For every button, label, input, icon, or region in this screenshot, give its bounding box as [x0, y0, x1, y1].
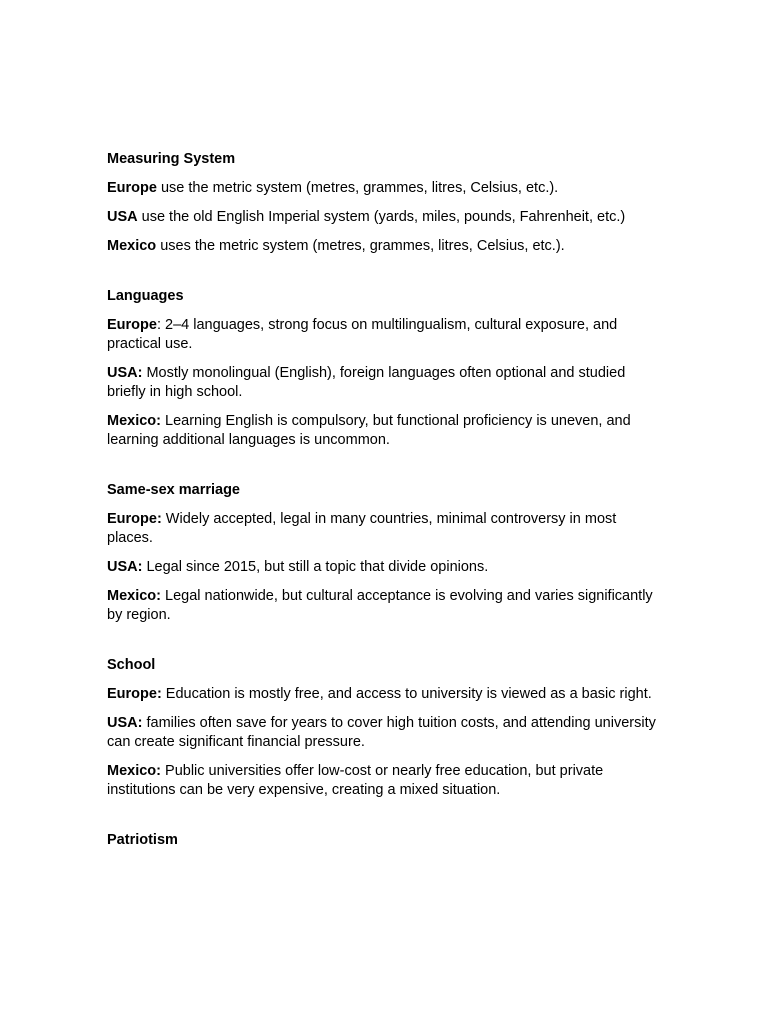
paragraph-mexico: [107, 412, 662, 450]
paragraph-lead: Mexico:: [107, 763, 161, 779]
paragraph-europe: [107, 316, 662, 354]
section-languages: [107, 287, 662, 450]
section-heading: Languages: [107, 288, 184, 304]
paragraph-mexico: [107, 237, 662, 256]
paragraph-lead: Europe:: [107, 686, 162, 702]
paragraph-lead: Europe: [107, 180, 157, 196]
section-heading: School: [107, 657, 156, 673]
paragraph-lead: USA:: [107, 559, 143, 575]
paragraph-usa: [107, 364, 662, 402]
paragraph-usa: [107, 714, 662, 752]
paragraph-text: families often save for years to cover high tuition costs, and attending university can create significant financial pressure.: [107, 715, 656, 750]
paragraph-europe: [107, 179, 662, 198]
paragraph-mexico: [107, 587, 662, 625]
paragraph-lead: USA:: [107, 365, 143, 381]
paragraph-lead: USA: [107, 209, 138, 225]
section-patriotism: [107, 831, 662, 850]
paragraph-text: Legal since 2015, but still a topic that divide opinions.: [142, 559, 489, 575]
paragraph-europe: [107, 510, 662, 548]
paragraph-usa: [107, 208, 662, 227]
paragraph-text: use the metric system (metres, grammes, litres, Celsius, etc.).: [156, 180, 559, 196]
paragraph-text: Education is mostly free, and access to university is viewed as a basic right.: [161, 686, 652, 702]
paragraph-usa: [107, 558, 662, 577]
section-measuring-system: [107, 150, 662, 256]
paragraph-mexico: [107, 762, 662, 800]
section-same-sex-marriage: [107, 481, 662, 625]
paragraph-text: Mostly monolingual (English), foreign languages often optional and studied briefly in high school.: [107, 365, 626, 400]
section-heading: Same-sex marriage: [107, 482, 240, 498]
paragraph-text: Legal nationwide, but cultural acceptance is evolving and varies significantly by region.: [107, 588, 653, 623]
section-heading: Patriotism: [107, 832, 178, 848]
paragraph-text: : 2–4 languages, strong focus on multilingualism, cultural exposure, and practical use.: [107, 317, 618, 352]
paragraph-lead: USA:: [107, 715, 143, 731]
paragraph-lead: Mexico:: [107, 413, 161, 429]
section-heading: Measuring System: [107, 151, 236, 167]
paragraph-text: Public universities offer low-cost or nearly free education, but private institutions can be very expensive, creating a mixed situation.: [107, 763, 604, 798]
paragraph-lead: Europe: [107, 317, 157, 333]
document-page: [107, 150, 662, 881]
paragraph-text: Learning English is compulsory, but functional proficiency is uneven, and learning additional languages is uncommon.: [107, 413, 631, 448]
paragraph-lead: Mexico:: [107, 588, 161, 604]
paragraph-text: uses the metric system (metres, grammes, litres, Celsius, etc.).: [156, 238, 565, 254]
paragraph-text: use the old English Imperial system (yards, miles, pounds, Fahrenheit, etc.): [137, 209, 626, 225]
paragraph-lead: Mexico: [107, 238, 157, 254]
paragraph-lead: Europe:: [107, 511, 162, 527]
paragraph-europe: [107, 685, 662, 704]
section-school: [107, 656, 662, 800]
paragraph-text: Widely accepted, legal in many countries, minimal controversy in most places.: [107, 511, 617, 546]
